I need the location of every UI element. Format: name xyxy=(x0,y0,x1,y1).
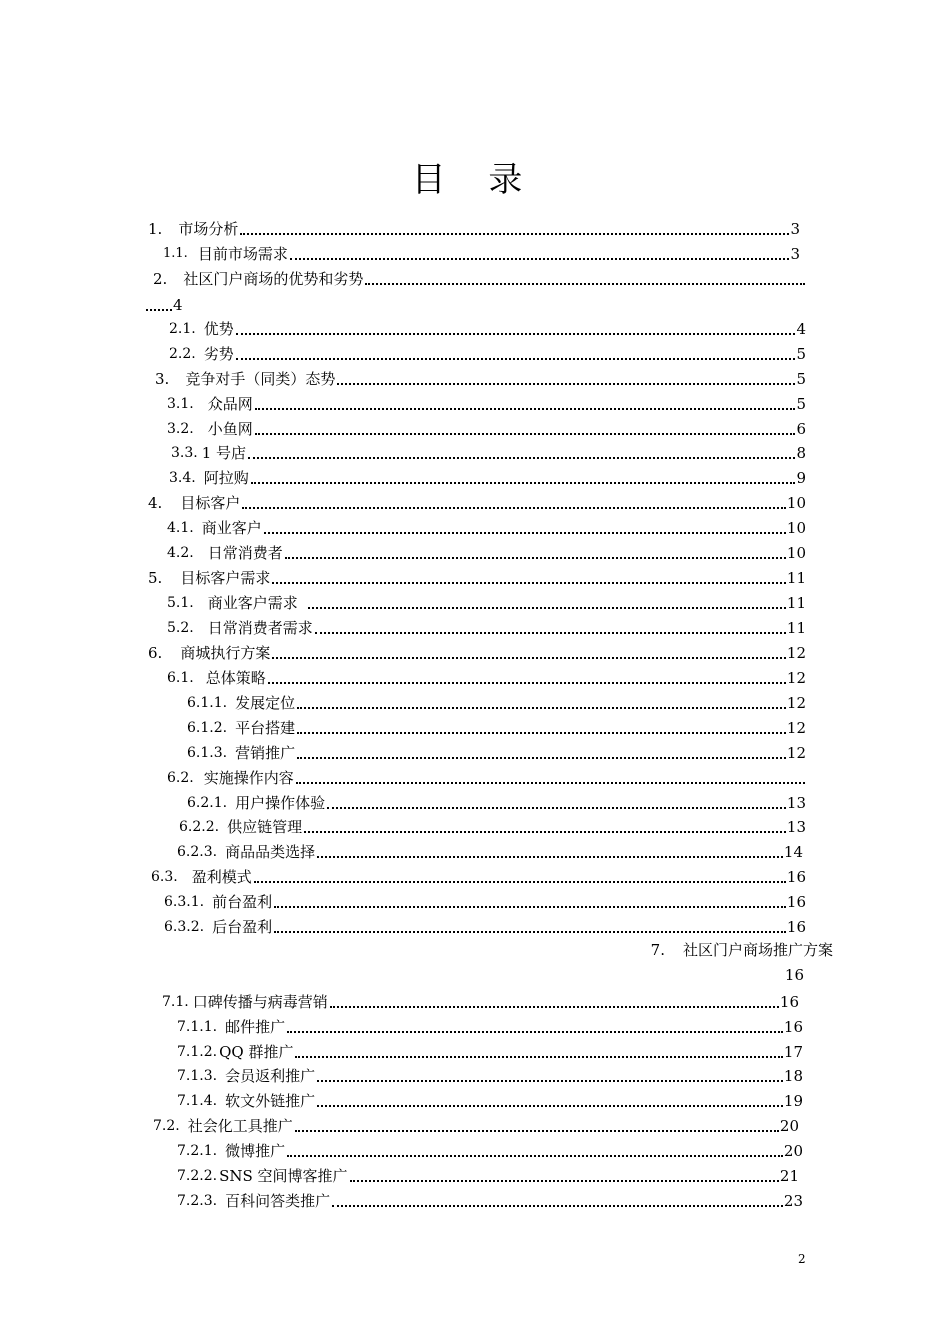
toc-number: 6.2.3. xyxy=(177,844,218,860)
toc-entry[interactable] xyxy=(187,688,806,712)
toc-number: 4. xyxy=(148,494,163,512)
toc-label: 众品网 xyxy=(207,395,253,413)
toc-label: 平台搭建 xyxy=(235,719,296,737)
toc-number: 7.2.2. xyxy=(177,1168,218,1184)
toc-page: 4 xyxy=(173,296,183,314)
toc-page: 17 xyxy=(783,1043,803,1061)
toc-number: 7.1.4. xyxy=(177,1093,218,1109)
toc-page: 16 xyxy=(786,868,806,886)
toc-number: 6.3.1. xyxy=(164,894,205,910)
toc-label: 百科问答类推广 xyxy=(225,1192,331,1210)
toc-page: 5 xyxy=(796,345,806,363)
dot-leader xyxy=(327,807,786,809)
toc-number: 4.2. xyxy=(167,545,194,561)
dot-leader xyxy=(274,931,786,933)
dot-leader xyxy=(304,831,786,833)
toc-label: 社区门户商场推广方案 xyxy=(682,941,833,959)
dot-leader xyxy=(240,233,789,235)
toc-entry[interactable] xyxy=(167,513,806,537)
toc-entry[interactable] xyxy=(187,738,806,762)
toc-number: 7.1.3. xyxy=(177,1068,218,1084)
toc-number: 5.1. xyxy=(167,595,194,611)
toc-entry[interactable] xyxy=(177,1012,803,1036)
toc-entry[interactable] xyxy=(169,463,806,487)
toc-number: 7. xyxy=(650,941,665,959)
dot-leader xyxy=(285,557,786,559)
dot-leader xyxy=(315,632,786,634)
toc-entry[interactable] xyxy=(148,638,806,662)
toc-label: 1 号店 xyxy=(201,444,247,462)
dot-leader xyxy=(268,682,786,684)
toc-page: 14 xyxy=(783,843,803,861)
dot-leader xyxy=(296,782,805,784)
toc-label: 盈利模式 xyxy=(191,868,252,886)
dot-leader xyxy=(251,482,796,484)
toc-number: 1. xyxy=(148,220,163,238)
toc-page: 16 xyxy=(783,1018,803,1036)
toc-page: 10 xyxy=(786,519,806,537)
toc-number: 4.1. xyxy=(167,520,194,536)
toc-number: 3. xyxy=(155,370,170,388)
toc-page: 21 xyxy=(779,1167,799,1185)
toc-page: 16 xyxy=(786,918,806,936)
dot-leader xyxy=(274,906,786,908)
toc-entry-continued[interactable] xyxy=(144,290,184,314)
dot-leader xyxy=(287,1031,783,1033)
toc-label: 前台盈利 xyxy=(212,893,273,911)
toc-page: 9 xyxy=(796,469,806,487)
toc-number: 6.1.1. xyxy=(187,695,228,711)
toc-entry[interactable] xyxy=(164,887,806,911)
dot-leader xyxy=(254,881,786,883)
toc-number: 3.1. xyxy=(167,396,194,412)
toc-label: 市场分析 xyxy=(178,220,239,238)
dot-leader xyxy=(272,582,786,584)
toc-entry[interactable] xyxy=(177,1037,803,1061)
dot-leader xyxy=(330,1006,779,1008)
toc-label: 目标客户 xyxy=(180,494,241,512)
toc-page: 11 xyxy=(786,619,806,637)
dot-leader xyxy=(255,408,796,410)
toc-label: 微博推广 xyxy=(225,1142,286,1160)
toc-entry[interactable] xyxy=(651,941,833,959)
toc-number: 7.2. xyxy=(153,1118,180,1134)
toc-label: 口碑传播与病毒营销 xyxy=(192,993,328,1011)
toc-number: 7.2.3. xyxy=(177,1193,218,1209)
toc-label: 营销推广 xyxy=(235,744,296,762)
toc-entry[interactable] xyxy=(148,488,806,512)
toc-number: 6.2. xyxy=(167,770,194,786)
dot-leader xyxy=(317,1080,783,1082)
toc-label: 实施操作内容 xyxy=(203,769,294,787)
toc-page: 18 xyxy=(783,1067,803,1085)
toc-label: 后台盈利 xyxy=(212,918,273,936)
dot-leader xyxy=(317,1105,783,1107)
dot-leader xyxy=(242,507,786,509)
toc-page: 4 xyxy=(796,320,806,338)
toc-entry[interactable] xyxy=(167,389,806,413)
toc-entry[interactable] xyxy=(167,414,806,438)
toc-entry[interactable] xyxy=(179,812,806,836)
toc-page: 6 xyxy=(796,420,806,438)
dot-leader xyxy=(264,532,786,534)
dot-leader xyxy=(272,657,786,659)
toc-number: 7.1. xyxy=(162,994,189,1010)
toc-number: 7.1.2. xyxy=(177,1044,218,1060)
toc-entry[interactable] xyxy=(169,314,806,338)
dot-leader xyxy=(295,1056,782,1058)
toc-number: 6.1. xyxy=(167,670,194,686)
toc-entry[interactable] xyxy=(171,438,806,462)
dot-leader xyxy=(248,457,795,459)
toc-entry[interactable] xyxy=(153,264,805,288)
toc-entry[interactable] xyxy=(148,563,806,587)
toc-entry[interactable] xyxy=(177,1136,803,1160)
toc-page: 12 xyxy=(786,669,806,687)
toc-number: 1.1. xyxy=(163,246,188,261)
toc-label: 商城执行方案 xyxy=(180,644,271,662)
toc-page: 20 xyxy=(779,1117,799,1135)
toc-page: 5 xyxy=(796,370,806,388)
toc-entry[interactable] xyxy=(163,239,800,263)
toc-page: 16 xyxy=(779,993,799,1011)
toc-page: 13 xyxy=(786,794,806,812)
dot-leader xyxy=(295,1130,779,1132)
dot-leader xyxy=(236,358,796,360)
toc-number: 2.1. xyxy=(169,321,196,337)
toc-number: 3.4. xyxy=(169,470,196,486)
dot-leader xyxy=(287,1155,783,1157)
toc-label: 发展定位 xyxy=(235,694,296,712)
toc-entry[interactable] xyxy=(167,538,806,562)
toc-page: 23 xyxy=(783,1192,803,1210)
toc-entry[interactable] xyxy=(167,663,806,687)
dot-leader xyxy=(297,757,786,759)
toc-page: 10 xyxy=(786,544,806,562)
dot-leader xyxy=(350,1180,779,1182)
page-title: 目 录 xyxy=(411,160,539,200)
toc-entry[interactable] xyxy=(167,613,806,637)
toc-page: 13 xyxy=(786,818,806,836)
toc-label: SNS 空间博客推广 xyxy=(219,1167,348,1185)
toc-label: 日常消费者 xyxy=(207,544,283,562)
toc-label: 总体策略 xyxy=(205,669,266,687)
toc-number: 3.3. xyxy=(171,445,198,461)
toc-label: 优势 xyxy=(203,320,234,338)
toc-label: 社会化工具推广 xyxy=(187,1117,293,1135)
toc-entry[interactable] xyxy=(153,1111,799,1135)
toc-label: 用户操作体验 xyxy=(235,794,326,812)
toc-page: 5 xyxy=(796,395,806,413)
dot-leader xyxy=(236,333,796,335)
dot-leader xyxy=(297,707,786,709)
toc-page: 12 xyxy=(786,719,806,737)
toc-number: 2. xyxy=(153,270,168,288)
dot-leader xyxy=(297,732,786,734)
toc-page: 11 xyxy=(786,569,806,587)
toc-page: 16 xyxy=(786,893,806,911)
toc-number: 6.3.2. xyxy=(164,919,205,935)
toc-page: 12 xyxy=(786,694,806,712)
toc-number: 6. xyxy=(148,644,163,662)
toc-page: 10 xyxy=(786,494,806,512)
dot-leader xyxy=(332,1205,783,1207)
toc-label: 日常消费者需求 xyxy=(207,619,313,637)
dot-leader xyxy=(365,283,805,285)
toc-page: 11 xyxy=(786,594,806,612)
toc-number: 6.2.1. xyxy=(187,795,228,811)
toc-number: 6.3. xyxy=(151,869,178,885)
dot-leader xyxy=(290,258,790,260)
toc-label: 邮件推广 xyxy=(225,1018,286,1036)
toc-entry[interactable] xyxy=(177,837,803,861)
toc-page: 8 xyxy=(796,444,806,462)
toc-number: 6.2.2. xyxy=(179,819,220,835)
toc-number: 3.2. xyxy=(167,421,194,437)
toc-entry[interactable] xyxy=(148,214,800,238)
toc-page: 3 xyxy=(790,220,800,238)
toc-page: 16 xyxy=(784,966,804,984)
toc-number: 6.1.2. xyxy=(187,720,228,736)
toc-entry[interactable] xyxy=(167,588,806,612)
page-number: 2 xyxy=(798,1252,806,1266)
toc-entry[interactable] xyxy=(151,862,806,886)
toc-entry[interactable] xyxy=(177,1186,803,1210)
toc-number: 5. xyxy=(148,569,163,587)
dot-leader xyxy=(146,309,172,311)
toc-entry[interactable] xyxy=(155,364,806,388)
toc-label: 小鱼网 xyxy=(207,420,253,438)
toc-page: 12 xyxy=(786,744,806,762)
dot-leader xyxy=(255,433,796,435)
toc-label: 供应链管理 xyxy=(227,818,303,836)
toc-number: 5.2. xyxy=(167,620,194,636)
toc-entry[interactable] xyxy=(177,1086,803,1110)
toc-page: 12 xyxy=(786,644,806,662)
toc-entry[interactable] xyxy=(177,1161,799,1185)
toc-page: 19 xyxy=(783,1092,803,1110)
toc-number: 2.2. xyxy=(169,346,196,362)
toc-number: 6.1.3. xyxy=(187,745,228,761)
toc-label: 竞争对手（同类）态势 xyxy=(185,370,336,388)
toc-label: 目前市场需求 xyxy=(197,245,288,263)
toc-label: 会员返利推广 xyxy=(225,1067,316,1085)
toc-label: 阿拉购 xyxy=(203,469,249,487)
toc-label: 商品品类选择 xyxy=(225,843,316,861)
toc-label: 劣势 xyxy=(203,345,234,363)
toc-page: 20 xyxy=(783,1142,803,1160)
toc-number: 7.1.1. xyxy=(177,1019,218,1035)
toc-entry[interactable] xyxy=(177,1061,803,1085)
toc-entry[interactable] xyxy=(164,912,806,936)
toc-label: 社区门户商场的优势和劣势 xyxy=(183,270,364,288)
toc-number: 7.2.1. xyxy=(177,1143,218,1159)
toc-entry[interactable] xyxy=(187,713,806,737)
dot-leader xyxy=(337,383,795,385)
toc-label: QQ 群推广 xyxy=(219,1043,294,1061)
toc-label: 商业客户需求 xyxy=(207,594,298,612)
toc-entry[interactable] xyxy=(169,339,806,363)
toc-entry[interactable] xyxy=(187,788,806,812)
toc-label: 目标客户需求 xyxy=(180,569,271,587)
dot-leader xyxy=(317,856,783,858)
dot-leader xyxy=(308,607,786,609)
toc-page: 3 xyxy=(790,245,800,263)
toc-entry[interactable] xyxy=(162,987,799,1011)
toc-label: 软文外链推广 xyxy=(225,1092,316,1110)
toc-label: 商业客户 xyxy=(201,519,262,537)
toc-entry[interactable] xyxy=(167,763,806,787)
